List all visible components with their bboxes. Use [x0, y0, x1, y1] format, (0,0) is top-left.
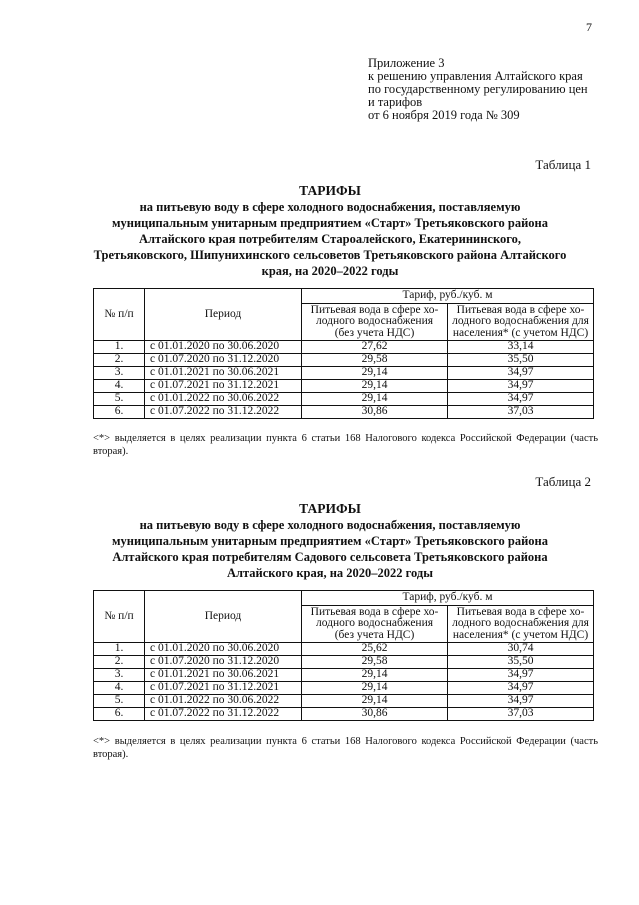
row-value-a: 29,14 — [302, 669, 448, 682]
row-value-b: 34,97 — [448, 669, 594, 682]
table-row — [94, 708, 594, 721]
tariff-table-2 — [93, 590, 594, 721]
row-value-a: 25,62 — [302, 643, 448, 656]
row-period: с 01.07.2020 по 31.12.2020 — [145, 656, 302, 669]
table-row — [94, 656, 594, 669]
row-period: с 01.01.2022 по 30.06.2022 — [145, 695, 302, 708]
table-1-label: Таблица 1 — [535, 157, 591, 172]
table-2-label: Таблица 2 — [535, 474, 591, 489]
header-num: № п/п — [94, 591, 145, 643]
row-num: 6. — [94, 708, 145, 721]
row-value-b: 37,03 — [448, 406, 594, 419]
row-value-b: 34,97 — [448, 393, 594, 406]
table-2-title: ТАРИФЫ — [299, 501, 361, 516]
table-row — [94, 393, 594, 406]
row-num: 1. — [94, 643, 145, 656]
appendix-line: от 6 ноября 2019 года № 309 — [368, 108, 520, 122]
row-period: с 01.01.2021 по 30.06.2021 — [145, 669, 302, 682]
table-1-heading — [80, 183, 580, 279]
row-period: с 01.07.2021 по 31.12.2021 — [145, 682, 302, 695]
table-row — [94, 406, 594, 419]
row-period: с 01.07.2022 по 31.12.2022 — [145, 406, 302, 419]
header-num: № п/п — [94, 289, 145, 341]
table-1-subtitle-line: муниципальным унитарным предприятием «Старт» Третьяковского района — [111, 216, 548, 230]
table-row — [94, 682, 594, 695]
table-row — [94, 669, 594, 682]
row-value-b: 34,97 — [448, 682, 594, 695]
row-period: с 01.01.2020 по 30.06.2020 — [145, 643, 302, 656]
table-1-subtitle-line: Алтайского края потребителям Староалейского, Екатерининского, — [138, 232, 522, 246]
table-2-subtitle-line: Алтайского края потребителям Садового сельсовета Третьяковского района — [112, 550, 548, 564]
row-num: 6. — [94, 406, 145, 419]
row-value-b: 30,74 — [448, 643, 594, 656]
table-row — [94, 367, 594, 380]
appendix-line: к решению управления Алтайского края — [368, 69, 583, 83]
header-tariff: Тариф, руб./куб. м — [302, 591, 594, 606]
table-2-subtitle-line: Алтайского края, на 2020–2022 годы — [226, 566, 434, 580]
table-2-heading — [80, 501, 580, 581]
header-period: Период — [145, 591, 302, 643]
row-value-a: 29,14 — [302, 380, 448, 393]
row-num: 2. — [94, 656, 145, 669]
row-num: 5. — [94, 393, 145, 406]
row-value-a: 30,86 — [302, 406, 448, 419]
row-value-a: 29,14 — [302, 695, 448, 708]
row-num: 4. — [94, 682, 145, 695]
row-value-a: 27,62 — [302, 341, 448, 354]
row-period: с 01.01.2021 по 30.06.2021 — [145, 367, 302, 380]
row-value-b: 37,03 — [448, 708, 594, 721]
row-num: 2. — [94, 354, 145, 367]
row-period: с 01.07.2022 по 31.12.2022 — [145, 708, 302, 721]
row-num: 5. — [94, 695, 145, 708]
table-row — [94, 341, 594, 354]
row-num: 3. — [94, 367, 145, 380]
appendix-line: и тарифов — [368, 95, 423, 109]
row-value-b: 34,97 — [448, 380, 594, 393]
row-value-a: 29,58 — [302, 354, 448, 367]
row-value-b: 35,50 — [448, 656, 594, 669]
appendix-block — [368, 57, 588, 122]
table-1-subtitle-line: края, на 2020–2022 годы — [261, 264, 399, 278]
row-value-b: 33,14 — [448, 341, 594, 354]
table-1-title: ТАРИФЫ — [299, 183, 361, 198]
row-num: 3. — [94, 669, 145, 682]
row-num: 1. — [94, 341, 145, 354]
row-value-a: 29,14 — [302, 393, 448, 406]
header-tariff: Тариф, руб./куб. м — [302, 289, 594, 304]
page-number: 7 — [586, 20, 592, 34]
row-num: 4. — [94, 380, 145, 393]
appendix-line: Приложение 3 — [368, 56, 445, 70]
table-2-subtitle-line: на питьевую воду в сфере холодного водоснабжения, поставляемую — [139, 518, 521, 532]
table-row — [94, 380, 594, 393]
row-value-b: 34,97 — [448, 695, 594, 708]
table-row — [94, 643, 594, 656]
row-period: с 01.07.2020 по 31.12.2020 — [145, 354, 302, 367]
header-col-a: Питьевая вода в сфере хо-лодного водоснабжения (без учета НДС) — [302, 606, 448, 643]
row-value-a: 29,58 — [302, 656, 448, 669]
table-2-subtitle-line: муниципальным унитарным предприятием «Старт» Третьяковского района — [111, 534, 548, 548]
appendix-line: по государственному регулированию цен — [368, 82, 588, 96]
row-value-a: 29,14 — [302, 682, 448, 695]
table-2-footnote: <*> выделяется в целях реализации пункта 6 статьи 168 Налогового кодекса Российской Федерации (часть вторая). — [93, 736, 598, 760]
tariff-table-1 — [93, 288, 594, 419]
row-period: с 01.01.2022 по 30.06.2022 — [145, 393, 302, 406]
table-1-subtitle-line: на питьевую воду в сфере холодного водоснабжения, поставляемую — [139, 200, 521, 214]
row-period: с 01.01.2020 по 30.06.2020 — [145, 341, 302, 354]
header-period: Период — [145, 289, 302, 341]
row-period: с 01.07.2021 по 31.12.2021 — [145, 380, 302, 393]
row-value-a: 29,14 — [302, 367, 448, 380]
table-1-footnote: <*> выделяется в целях реализации пункта 6 статьи 168 Налогового кодекса Российской Федерации (часть вторая). — [93, 433, 598, 457]
table-1-subtitle-line: Третьяковского, Шипунихинского сельсоветов Третьяковского района Алтайского — [93, 248, 567, 262]
header-col-b: Питьевая вода в сфере хо-лодного водоснабжения для населения* (с учетом НДС) — [448, 606, 594, 643]
row-value-b: 35,50 — [448, 354, 594, 367]
row-value-b: 34,97 — [448, 367, 594, 380]
row-value-a: 30,86 — [302, 708, 448, 721]
header-col-b: Питьевая вода в сфере хо-лодного водоснабжения для населения* (с учетом НДС) — [448, 304, 594, 341]
table-row — [94, 695, 594, 708]
table-row — [94, 354, 594, 367]
header-col-a: Питьевая вода в сфере хо-лодного водоснабжения (без учета НДС) — [302, 304, 448, 341]
